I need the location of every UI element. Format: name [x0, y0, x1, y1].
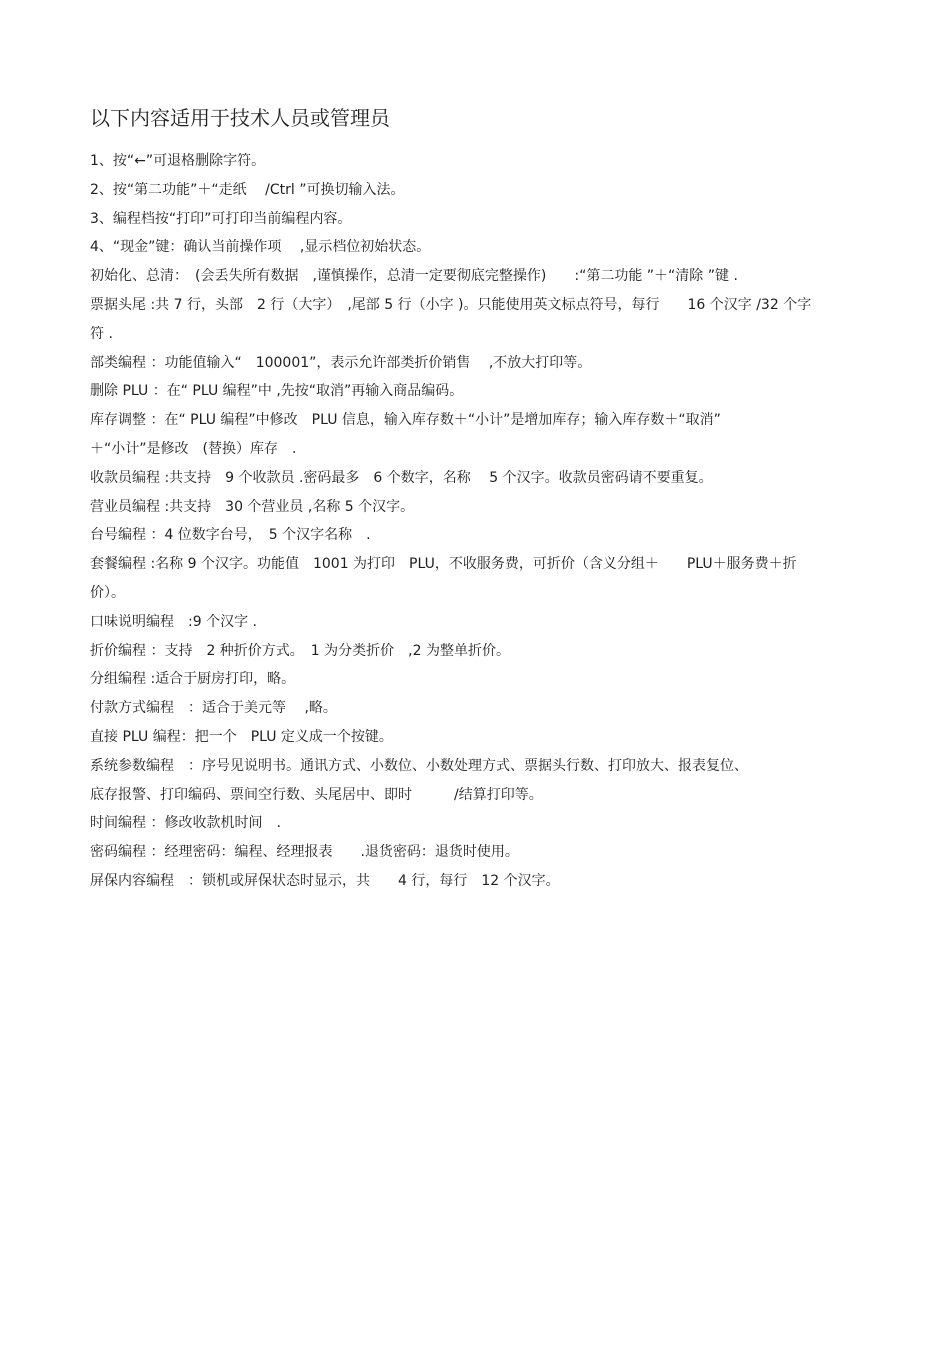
text-line: 口味说明编程 :9 个汉字 .: [90, 613, 257, 630]
text-line: 4、“现金”键：确认当前操作项 ,显示档位初始状态。: [90, 239, 431, 256]
text-line: 套餐编程 :名称 9 个汉字。功能值 1001 为打印 PLU，不收服务费，可折价（含义分组＋ PLU＋服务费＋折: [90, 556, 797, 573]
text-line: 时间编程 ：修改收款机时间 .: [90, 815, 281, 832]
text-line: 折价编程 ：支持 2 种折价方式。 1 为分类折价 ,2 为整单折价。: [90, 642, 510, 659]
text-line: 屏保内容编程 ：锁机或屏保状态时显示，共 4 行，每行 12 个汉字。: [90, 872, 560, 889]
text-line: 密码编程 ：经理密码：编程、经理报表 .退货密码：退货时使用。: [90, 844, 519, 861]
text-line: 价）。: [90, 584, 125, 601]
text-line: 2、按“第二功能”＋“走纸 /Ctrl ”可换切输入法。: [90, 181, 405, 198]
document-body: [90, 147, 865, 896]
text-line: 收款员编程 :共支持 9 个收款员 .密码最多 6 个数字，名称 5 个汉字。收款员密码请不要重复。: [90, 469, 713, 486]
text-line: 底存报警、打印编码、票间空行数、头尾居中、即时 /结算打印等。: [90, 786, 543, 803]
text-line: 1、按“←”可退格删除字符。: [90, 153, 266, 169]
text-line: 初始化、总清： (会丢失所有数据 ,谨慎操作，总清一定要彻底完整操作) :“第二功能 ”＋“清除 ”键 .: [90, 268, 738, 285]
document-title: 以下内容适用于技术人员或管理员: [90, 106, 390, 130]
text-line: ＋“小计”是修改 (替换）库存 .: [90, 440, 297, 457]
text-line: 票据头尾 :共 7 行，头部 2 行（大字） ,尾部 5 行（小字 )。只能使用英文标点符号，每行 16 个汉字 /32 个字: [90, 296, 812, 313]
text-line: 库存调整 ：在“ PLU 编程”中修改 PLU 信息，输入库存数＋“小计”是增加库存；输入库存数＋“取消”: [90, 412, 721, 429]
text-line: 符 .: [90, 325, 113, 342]
text-line: 分组编程 :适合于厨房打印，略。: [90, 671, 296, 688]
text-line: 删除 PLU ：在“ PLU 编程”中 ,先按“取消”再输入商品编码。: [90, 383, 464, 400]
text-line: 直接 PLU 编程：把一个 PLU 定义成一个按键。: [90, 728, 393, 745]
text-line: 台号编程 ：4 位数字台号， 5 个汉字名称 .: [90, 527, 371, 544]
text-line: 3、编程档按“打印”可打印当前编程内容。: [90, 210, 352, 227]
text-line: 付款方式编程 ：适合于美元等 ,略。: [90, 700, 337, 717]
text-line: 部类编程 ：功能值输入“ 100001”，表示允许部类折价销售 ,不放大打印等。: [90, 354, 592, 371]
text-line: 营业员编程 :共支持 30 个营业员 ,名称 5 个汉字。: [90, 498, 415, 515]
text-line: 系统参数编程 ：序号见说明书。通讯方式、小数位、小数处理方式、票据头行数、打印放大、报表复位、: [90, 757, 748, 774]
